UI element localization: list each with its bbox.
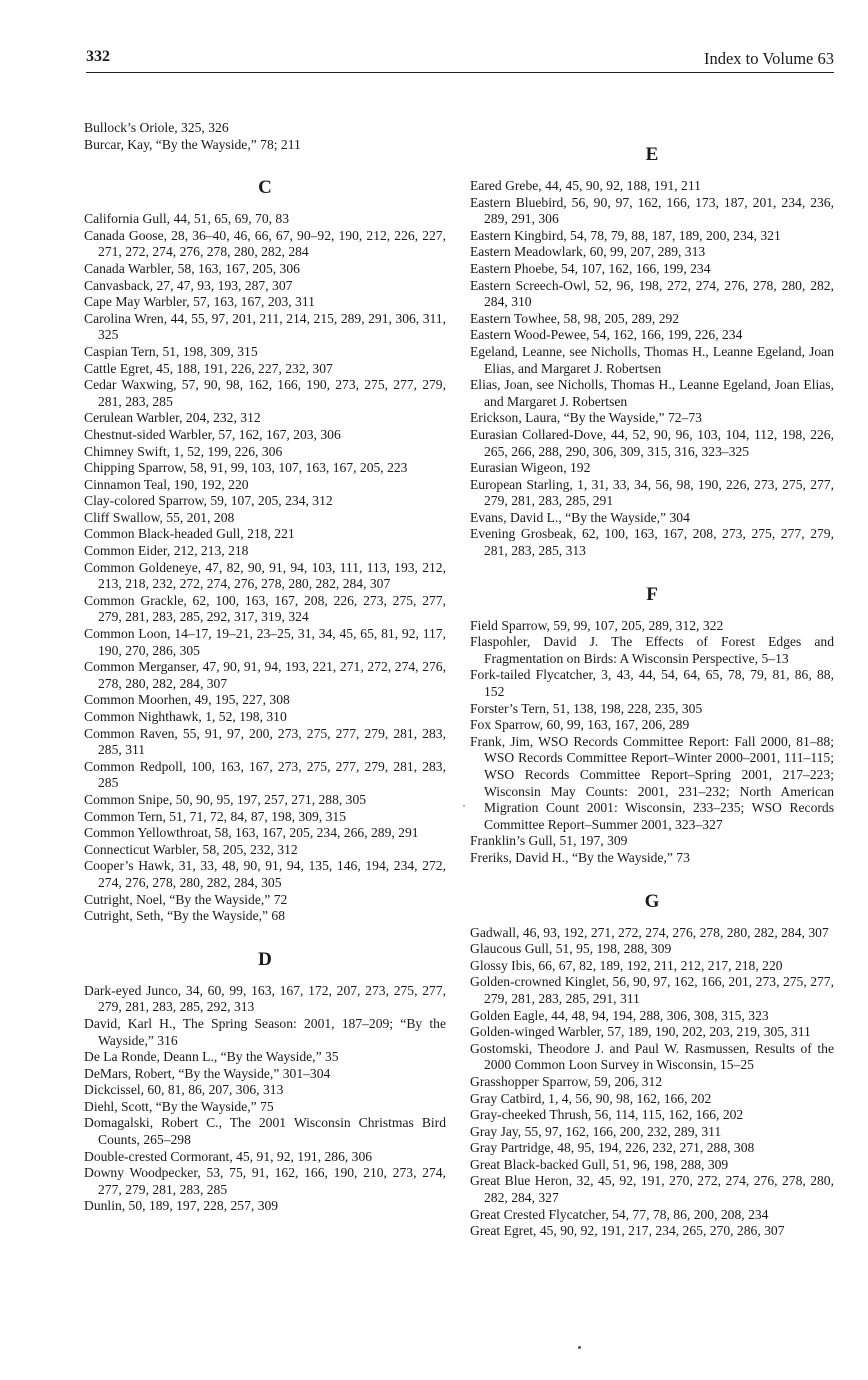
index-entry: Dickcissel, 60, 81, 86, 207, 306, 313 xyxy=(84,1082,284,1098)
index-section xyxy=(470,582,834,867)
index-entry: Chimney Swift, 1, 52, 199, 226, 306 xyxy=(84,443,283,459)
index-entry: Cutright, Seth, “By the Wayside,” 68 xyxy=(84,908,286,924)
section-letter-heading: D xyxy=(258,948,272,970)
index-entry: Gray-cheeked Thrush, 56, 114, 115, 162, 166, 202 xyxy=(470,1107,744,1123)
index-entry: Gadwall, 46, 93, 192, 271, 272, 274, 276, 278, 280, 282, 284, 307 xyxy=(470,924,829,940)
index-entry-list xyxy=(470,925,834,1240)
index-entry: Common Nighthawk, 1, 52, 198, 310 xyxy=(84,709,287,724)
index-entry: Canvasback, 27, 47, 93, 193, 287, 307 xyxy=(84,277,293,293)
index-entry: Eared Grebe, 44, 45, 90, 92, 188, 191, 211 xyxy=(470,178,701,193)
index-entry: Gray Partridge, 48, 95, 194, 226, 232, 271, 288, 308 xyxy=(470,1140,755,1156)
index-entry: Fork-tailed Flycatcher, 3, 43, 44, 54, 64, 65, 78, 79, 81, 86, 88, 152 xyxy=(470,667,834,700)
index-entry: Glossy Ibis, 66, 67, 82, 189, 192, 211, 212, 217, 218, 220 xyxy=(470,957,783,973)
index-entry: Common Goldeneye, 47, 82, 90, 91, 94, 103, 111, 113, 193, 212, 213, 218, 232, 272, 274, 276, 278, 280, 282, 284, 307 xyxy=(84,559,446,592)
index-entry: Eurasian Wigeon, 192 xyxy=(470,460,591,476)
index-entry: Eastern Phoebe, 54, 107, 162, 166, 199, 234 xyxy=(470,260,711,276)
index-entry: Burcar, Kay, “By the Wayside,” 78; 211 xyxy=(84,136,301,152)
index-entry: Great Black-backed Gull, 51, 96, 198, 288, 309 xyxy=(470,1156,729,1172)
index-entry: De La Ronde, Deann L., “By the Wayside,” 35 xyxy=(84,1049,339,1065)
index-entry: Fox Sparrow, 60, 99, 163, 167, 206, 289 xyxy=(470,717,690,733)
index-entry: Golden-crowned Kinglet, 56, 90, 97, 162, 166, 201, 273, 275, 277, 279, 281, 283, 285, 291, 311 xyxy=(470,974,834,1006)
index-entry: Common Moorhen, 49, 195, 227, 308 xyxy=(84,692,290,708)
index-entry: Cliff Swallow, 55, 201, 208 xyxy=(84,509,235,525)
index-entry: Canada Goose, 28, 36–40, 46, 66, 67, 90–92, 190, 212, 226, 227, 271, 272, 274, 276, 278, 280, 282, 284 xyxy=(84,227,446,260)
page-number: 332 xyxy=(86,48,110,65)
index-entry: Cattle Egret, 45, 188, 191, 226, 227, 232, 307 xyxy=(84,360,333,376)
index-section xyxy=(84,947,446,1215)
index-entry: Domagalski, Robert C., The 2001 Wisconsin Christmas Bird Counts, 265–298 xyxy=(84,1115,446,1148)
scan-speck xyxy=(463,805,465,807)
index-entry: Common Tern, 51, 71, 72, 84, 87, 198, 309, 315 xyxy=(84,808,346,824)
index-entry: Caspian Tern, 51, 198, 309, 315 xyxy=(84,343,258,359)
index-entry: Eurasian Collared-Dove, 44, 52, 90, 96, 103, 104, 112, 198, 226, 265, 266, 288, 290, 306, 309, 315, 316, 323–325 xyxy=(470,426,834,459)
index-entry: Eastern Meadowlark, 60, 99, 207, 289, 313 xyxy=(470,244,706,260)
index-entry: Cedar Waxwing, 57, 90, 98, 162, 166, 190, 273, 275, 277, 279, 281, 283, 285 xyxy=(84,377,446,409)
index-entry: Grasshopper Sparrow, 59, 206, 312 xyxy=(470,1073,663,1089)
index-entry-list xyxy=(470,618,834,867)
index-entry: Eastern Bluebird, 56, 90, 97, 162, 166, 173, 187, 201, 234, 236, 289, 291, 306 xyxy=(470,194,834,227)
running-title: Index to Volume 63 xyxy=(703,49,834,68)
index-entry-list xyxy=(470,178,834,560)
index-entry: Cape May Warbler, 57, 163, 167, 203, 311 xyxy=(84,294,315,310)
index-section xyxy=(84,120,446,153)
index-entry: Eastern Towhee, 58, 98, 205, 289, 292 xyxy=(470,310,680,326)
index-entry: Frank, Jim, WSO Records Committee Report: Fall 2000, 81–88; WSO Records Committee Report–Winter 2000–2001, 111–115; WSO Records Committee Report–Spring 2001, 217–223; Wisconsin May Counts: 2001, 231–232; North American Migration Count 2001: Wisconsin, 233–235; WSO Records Committee Report–Summer 2001, 323–327 xyxy=(470,733,834,832)
index-entry: Gostomski, Theodore J. and Paul W. Rasmussen, Results of the 2000 Common Loon Survey in Wisconsin, 15–25 xyxy=(470,1040,834,1073)
index-entry: Downy Woodpecker, 53, 75, 91, 162, 166, 190, 210, 273, 274, 277, 279, 281, 283, 285 xyxy=(84,1165,446,1197)
index-entry: Golden Eagle, 44, 48, 94, 194, 288, 306, 308, 315, 323 xyxy=(470,1007,769,1023)
index-entry: Egeland, Leanne, see Nicholls, Thomas H., Leanne Egeland, Joan Elias, and Margaret J. Robertsen xyxy=(470,343,834,376)
index-entry: Cinnamon Teal, 190, 192, 220 xyxy=(84,476,249,492)
index-entry: Clay-colored Sparrow, 59, 107, 205, 234, 312 xyxy=(84,493,333,509)
section-letter-heading: G xyxy=(644,890,660,912)
index-entry: Common Yellowthroat, 58, 163, 167, 205, 234, 266, 289, 291 xyxy=(84,825,419,841)
index-entry: Connecticut Warbler, 58, 205, 232, 312 xyxy=(84,841,298,857)
index-entry: Great Crested Flycatcher, 54, 77, 78, 86, 200, 208, 234 xyxy=(470,1206,769,1222)
index-entry-list xyxy=(84,983,446,1215)
index-entry: Evening Grosbeak, 62, 100, 163, 167, 208, 273, 275, 277, 279, 281, 283, 285, 313 xyxy=(470,526,834,559)
index-section xyxy=(470,889,834,1240)
index-entry: Carolina Wren, 44, 55, 97, 201, 211, 214, 215, 289, 291, 306, 311, 325 xyxy=(84,310,446,343)
index-entry: Dunlin, 50, 189, 197, 228, 257, 309 xyxy=(84,1198,279,1214)
index-entry: Common Loon, 14–17, 19–21, 23–25, 31, 34, 45, 65, 81, 92, 117, 190, 270, 286, 305 xyxy=(84,626,446,658)
index-entry: Great Blue Heron, 32, 45, 92, 191, 270, 272, 274, 276, 278, 280, 282, 284, 327 xyxy=(470,1173,834,1206)
index-entry: Canada Warbler, 58, 163, 167, 205, 306 xyxy=(84,260,300,276)
index-entry: Common Snipe, 50, 90, 95, 197, 257, 271, 288, 305 xyxy=(84,791,367,807)
index-entry: Franklin’s Gull, 51, 197, 309 xyxy=(470,833,628,849)
index-entry: Chestnut-sided Warbler, 57, 162, 167, 203, 306 xyxy=(84,426,341,442)
index-entry: Eastern Screech-Owl, 52, 96, 198, 272, 274, 276, 278, 280, 282, 284, 310 xyxy=(470,277,834,310)
index-entry: Eastern Kingbird, 54, 78, 79, 88, 187, 189, 200, 234, 321 xyxy=(470,227,781,243)
section-letter-heading: F xyxy=(646,583,658,605)
index-entry: Double-crested Cormorant, 45, 91, 92, 191, 286, 306 xyxy=(84,1148,373,1164)
index-column-right xyxy=(470,120,834,1240)
index-entry: Elias, Joan, see Nicholls, Thomas H., Leanne Egeland, Joan Elias, and Margaret J. Robertsen xyxy=(470,377,834,409)
index-column-left xyxy=(84,120,446,1215)
index-entry: Flaspohler, David J. The Effects of Forest Edges and Fragmentation on Birds: A Wisconsin Perspective, 5–13 xyxy=(470,634,834,666)
index-entry: Freriks, David H., “By the Wayside,” 73 xyxy=(470,849,690,865)
index-entry: Cooper’s Hawk, 31, 33, 48, 90, 91, 94, 135, 146, 194, 234, 272, 274, 276, 278, 280, 282, 284, 305 xyxy=(84,858,446,890)
index-entry: Golden-winged Warbler, 57, 189, 190, 202, 203, 219, 305, 311 xyxy=(470,1024,811,1040)
index-entry: Glaucous Gull, 51, 95, 198, 288, 309 xyxy=(470,941,672,957)
index-entry: Field Sparrow, 59, 99, 107, 205, 289, 312, 322 xyxy=(470,617,724,633)
index-entry: Bullock’s Oriole, 325, 326 xyxy=(84,120,229,135)
index-entry: Common Merganser, 47, 90, 91, 94, 193, 221, 271, 272, 274, 276, 278, 280, 282, 284, 307 xyxy=(84,659,446,691)
index-entry: Evans, David L., “By the Wayside,” 304 xyxy=(470,509,690,525)
section-letter-heading: C xyxy=(258,177,272,199)
index-entry: Erickson, Laura, “By the Wayside,” 72–73 xyxy=(470,410,702,426)
index-entry: Cerulean Warbler, 204, 232, 312 xyxy=(84,410,261,426)
index-entry: Forster’s Tern, 51, 138, 198, 228, 235, 305 xyxy=(470,700,703,716)
page-header xyxy=(86,44,834,73)
index-entry: Cutright, Noel, “By the Wayside,” 72 xyxy=(84,891,288,907)
index-entry-list xyxy=(84,211,446,925)
index-entry: California Gull, 44, 51, 65, 69, 70, 83 xyxy=(84,211,290,227)
index-entry: DeMars, Robert, “By the Wayside,” 301–304 xyxy=(84,1065,331,1081)
index-entry: Gray Jay, 55, 97, 162, 166, 200, 232, 289, 311 xyxy=(470,1123,722,1139)
index-entry: Chipping Sparrow, 58, 91, 99, 103, 107, 163, 167, 205, 223 xyxy=(84,460,408,476)
index-section xyxy=(84,175,446,925)
index-entry: Common Raven, 55, 91, 97, 200, 273, 275, 277, 279, 281, 283, 285, 311 xyxy=(84,725,446,758)
index-entry: Gray Catbird, 1, 4, 56, 90, 98, 162, 166, 202 xyxy=(470,1090,712,1106)
index-entry: David, Karl H., The Spring Season: 2001, 187–209; “By the Wayside,” 316 xyxy=(84,1015,446,1048)
index-section xyxy=(470,142,834,560)
index-entry: Common Eider, 212, 213, 218 xyxy=(84,543,249,559)
index-entry: Great Egret, 45, 90, 92, 191, 217, 234, 265, 270, 286, 307 xyxy=(470,1223,785,1239)
index-entry: Common Grackle, 62, 100, 163, 167, 208, 226, 273, 275, 277, 279, 281, 283, 285, 292, 317, 319, 324 xyxy=(84,592,446,625)
section-letter-heading: E xyxy=(645,144,659,165)
scan-speck xyxy=(578,1346,581,1349)
index-entry: Diehl, Scott, “By the Wayside,” 75 xyxy=(84,1098,274,1114)
index-entry: European Starling, 1, 31, 33, 34, 56, 98, 190, 226, 273, 275, 277, 279, 281, 283, 285, 291 xyxy=(470,476,834,509)
index-entry: Common Redpoll, 100, 163, 167, 273, 275, 277, 279, 281, 283, 285 xyxy=(84,758,446,791)
index-entry: Eastern Wood-Pewee, 54, 162, 166, 199, 226, 234 xyxy=(470,327,743,343)
index-entry: Dark-eyed Junco, 34, 60, 99, 163, 167, 172, 207, 273, 275, 277, 279, 281, 283, 285, 292, 313 xyxy=(84,982,446,1015)
index-entry-list xyxy=(84,120,446,153)
index-entry: Common Black-headed Gull, 218, 221 xyxy=(84,526,295,542)
